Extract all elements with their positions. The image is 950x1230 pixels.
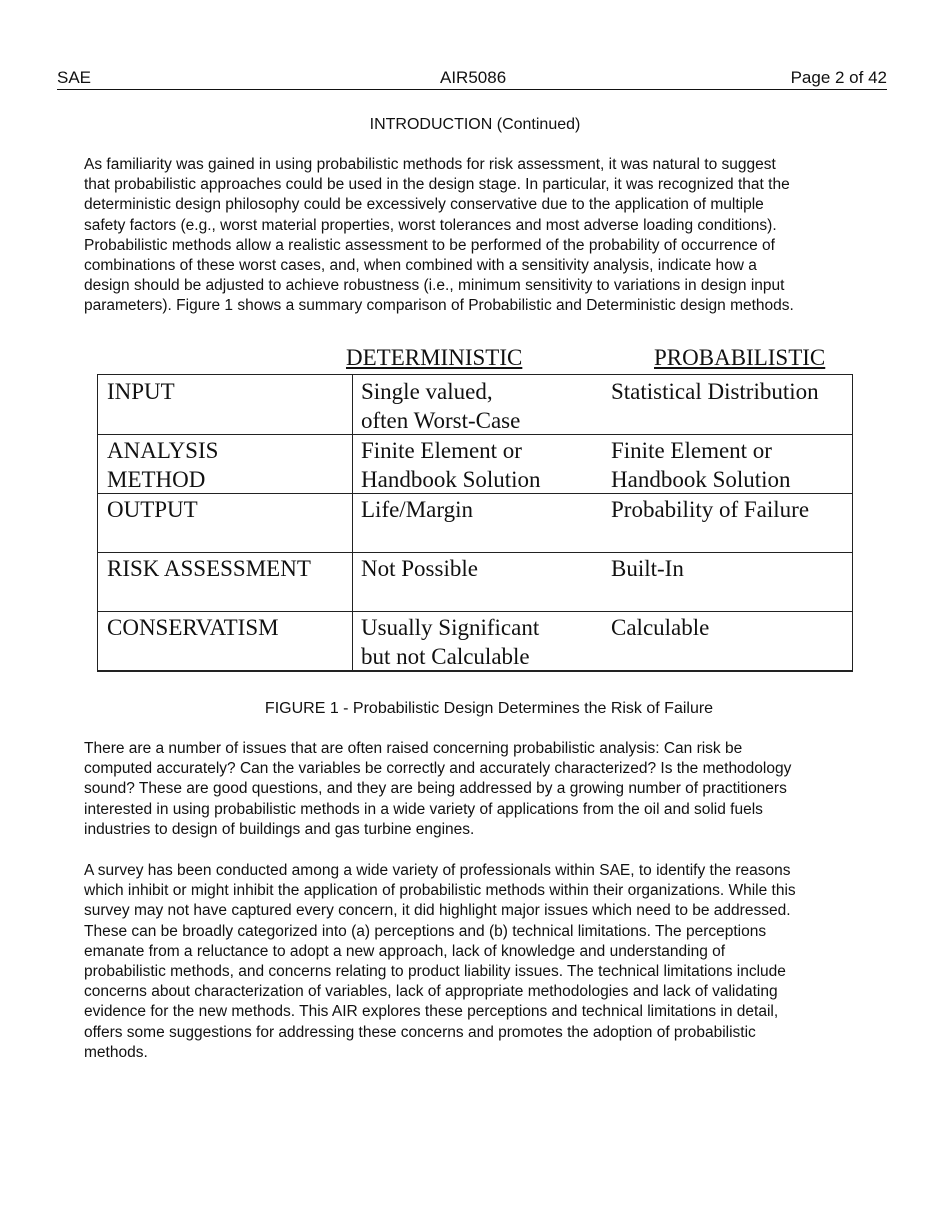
figure-1-comparison-table [97, 345, 853, 672]
column-header-deterministic: DETERMINISTIC [346, 345, 523, 370]
header-page-number: Page 2 of 42 [790, 68, 887, 87]
paragraph-1: As familiarity was gained in using probabilistic methods for risk assessment, it was natural to suggest that probabilistic approaches could be used in the design stage. In particular, it was recognized that the deterministic design philosophy could be excessively conservative due to the application of multiple safety factors (e.g., worst material properties, worst tolerances and most adverse loading conditions). Probabilistic methods allow a realistic assessment to be performed of the probability of occurrence of combinations of these worst cases, and, when combined with a sensitivity analysis, indicate how a design should be adjusted to achieve robustness (i.e., minimum sensitivity to variations in design input parameters). Figure 1 shows a summary comparison of Probabilistic and Deterministic design methods. [84, 156, 794, 315]
figure-caption: FIGURE 1 - Probabilistic Design Determines the Risk of Failure [264, 700, 714, 717]
row-label: ANALYSIS METHOD [107, 438, 219, 492]
probabilistic-cell: Built-In [611, 556, 684, 581]
column-divider [352, 375, 353, 671]
header-org: SAE [57, 68, 92, 87]
deterministic-cell: Single valued, often Worst-Case [361, 379, 521, 433]
row-label: OUTPUT [107, 497, 198, 522]
row-label: INPUT [107, 379, 175, 404]
comparison-table [97, 374, 853, 672]
probabilistic-cell: Probability of Failure [611, 497, 810, 522]
paragraph-2: There are a number of issues that are often raised concerning probabilistic analysis: Can risk be computed accurately? Can the variables be correctly and accurately characterized? Is the methodology sound? These are good questions, and they are being addressed by a growing number of practitioners interested in using probabilistic methods in a wide variety of applications from the oil and solid fuels industries to design of buildings and gas turbine engines. [84, 740, 792, 838]
page-header [57, 68, 887, 90]
header-doc-number: AIR5086 [440, 68, 507, 87]
deterministic-cell: Usually Significant but not Calculable [361, 615, 540, 669]
section-title: INTRODUCTION (Continued) [369, 116, 581, 133]
deterministic-cell: Finite Element or Handbook Solution [361, 438, 541, 492]
table-row [98, 493, 852, 553]
table-row [98, 552, 852, 612]
probabilistic-cell: Statistical Distribution [611, 379, 819, 404]
table-row [98, 611, 852, 671]
probabilistic-cell: Finite Element or Handbook Solution [611, 438, 791, 492]
deterministic-cell: Not Possible [361, 556, 478, 581]
row-label: CONSERVATISM [107, 615, 279, 640]
deterministic-cell: Life/Margin [361, 497, 473, 522]
probabilistic-cell: Calculable [611, 615, 710, 640]
column-header-probabilistic: PROBABILISTIC [654, 345, 826, 370]
table-row [98, 434, 852, 494]
row-label: RISK ASSESSMENT [107, 556, 311, 581]
paragraph-3: A survey has been conducted among a wide variety of professionals within SAE, to identify the reasons which inhibit or might inhibit the application of probabilistic methods within their organizations. While this survey may not have captured every concern, it did highlight major issues which need to be addressed. These can be broadly categorized into (a) perceptions and (b) technical limitations. The perceptions emanate from a reluctance to adopt a new approach, lack of knowledge and understanding of probabilistic methods, and concerns relating to product liability issues. The technical limitations include concerns about characterization of variables, lack of appropriate methodologies and lack of validating evidence for the new methods. This AIR explores these perceptions and technical limitations in detail, offers some suggestions for addressing these concerns and promotes the adoption of probabilistic methods. [84, 862, 796, 1061]
table-row [98, 375, 852, 435]
